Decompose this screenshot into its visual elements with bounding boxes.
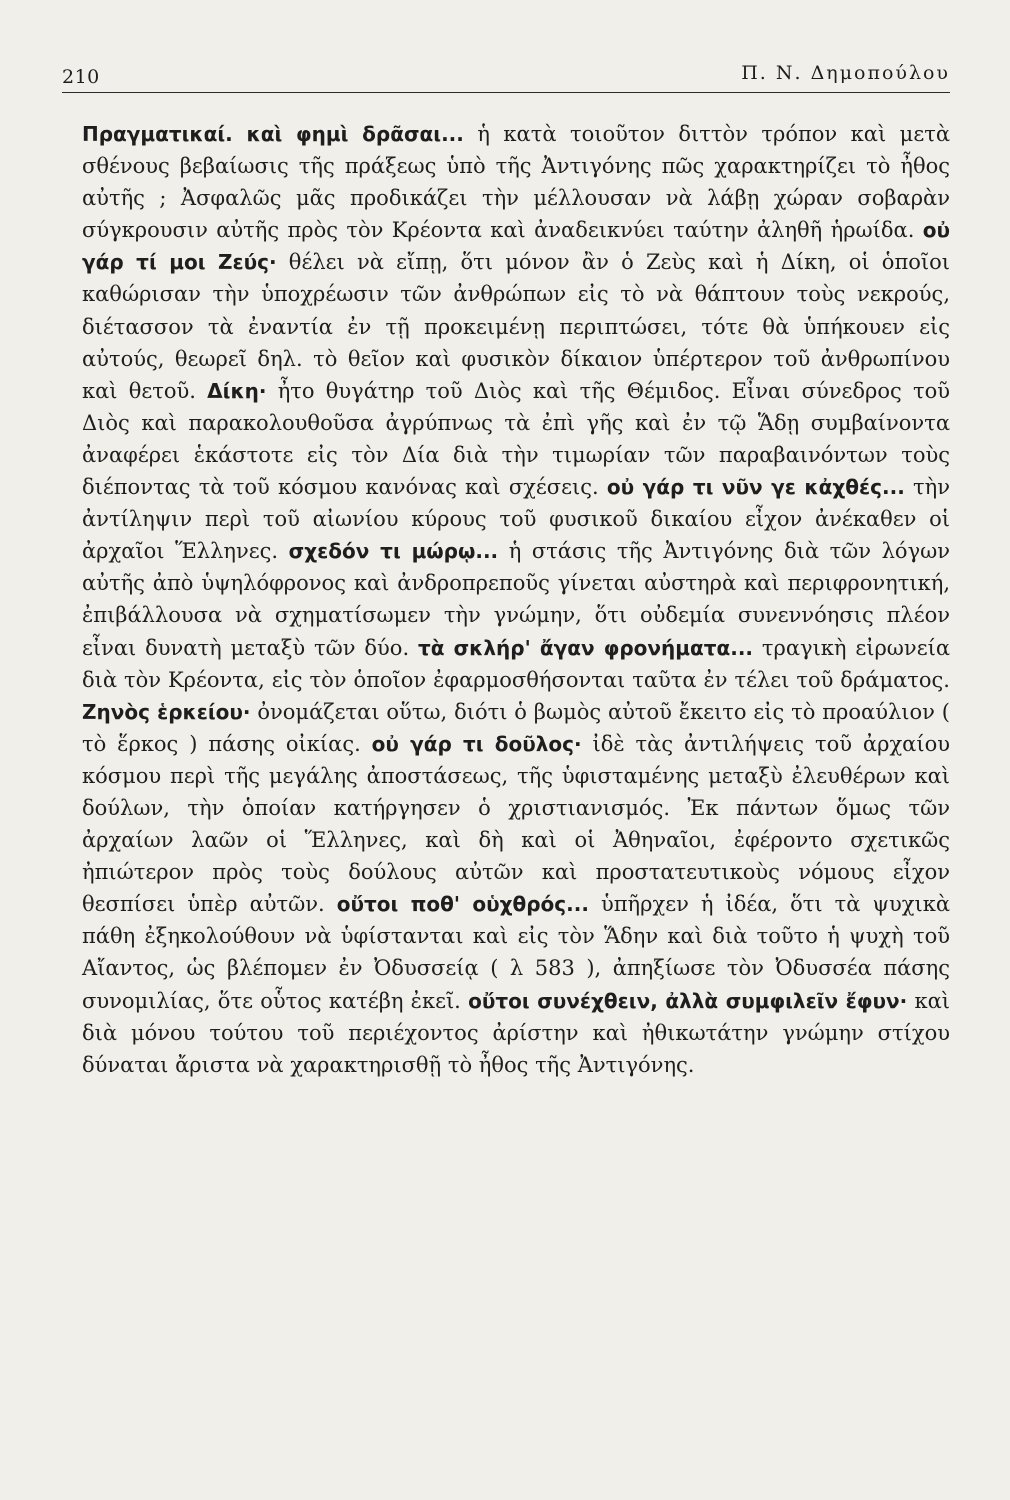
- header-rule: [62, 92, 950, 93]
- lemma: τὰ σκλήρ' ἄγαν φρονήματα...: [417, 635, 754, 660]
- commentary-note: ἡ στάσις τῆς Ἀντιγόνης διὰ τῶν λόγων αὐτῆς ἀπὸ ὑψηλόφρονος καὶ ἀνδροπρεποῦς γίνεται αὐστηρὰ καὶ περιφρονητική, ἐπιβάλλουσα νὰ σχηματίσωμεν τὴν γνώμην, ὅτι οὐδεμία συνεννόησις πλέον εἶναι δυνατὴ μεταξὺ τῶν δύο.: [82, 539, 951, 660]
- commentary-note: ὑπῆρχεν ἡ ἰδέα, ὅτι τὰ ψυχικὰ πάθη ἐξηκολούθουν νὰ ὑφίστανται καὶ εἰς τὸν Ἅδην καὶ διὰ τοῦτο ἡ ψυχὴ τοῦ Αἴαντος, ὡς βλέπομεν ἐν Ὀδυσσείᾳ ( λ 583 ), ἀπηξίωσε τὸν Ὀδυσσέα πάσης συνομιλίας, ὅτε οὗτος κατέβη ἐκεῖ.: [82, 892, 950, 1013]
- lemma: Ζηνὸς ἑρκείου·: [82, 699, 251, 724]
- lemma: Δίκη·: [207, 378, 267, 403]
- running-head-author: Π. Ν. Δημοπούλου: [741, 62, 950, 84]
- commentary-note: ὀνομάζεται οὕτω, διότι ὁ βωμὸς αὐτοῦ ἔκειτο εἰς τὸ προαύλιον ( τὸ ἕρκος ) πάσης οἰκίας.: [82, 699, 950, 756]
- lemma: οὐ γάρ τί μοι Ζεύς·: [82, 218, 950, 275]
- lemma: οὐ γάρ τι νῦν γε κἀχθές...: [606, 475, 905, 500]
- lemma: οὐ γάρ τι δοῦλος·: [371, 731, 582, 756]
- lemma: σχεδόν τι μώρῳ...: [288, 539, 499, 564]
- lemma: Πραγματικαί. καὶ φημὶ δρᾶσαι...: [82, 122, 464, 146]
- commentary-note: τὴν ἀντίληψιν περὶ τοῦ αἰωνίου κύρους τοῦ φυσικοῦ δικαίου εἶχον ἀνέκαθεν οἱ ἀρχαῖοι Ἕλληνες.: [82, 475, 951, 564]
- lemma: οὔτοι συνέχθειν, ἀλλὰ συμφιλεῖν ἔφυν·: [468, 988, 908, 1013]
- commentary-note: θέλει νὰ εἴπῃ, ὅτι μόνον ἂν ὁ Ζεὺς καὶ ἡ Δίκη, οἱ ὁποῖοι καθώρισαν τὴν ὑποχρέωσιν τῶν ἀνθρώπων εἰς τὸ νὰ θάπτουν τοὺς νεκρούς, διέτασσον τὰ ἐναντία ἐν τῇ προκειμένῃ περιπτώσει, τότε θὰ ὑπήκουεν εἰς αὐτούς, θεωρεῖ δηλ. τὸ θεῖον καὶ φυσικὸν δίκαιον ὑπέρτερον τοῦ ἀνθρωπίνου καὶ θετοῦ.: [82, 250, 950, 403]
- commentary-note: καὶ διὰ μόνου τούτου τοῦ περιέχοντος ἀρίστην καὶ ἠθικωτάτην γνώμην στίχου δύναται ἄριστα νὰ χαρακτηρισθῇ τὸ ἦθος τῆς Ἀντιγόνης.: [82, 988, 950, 1077]
- commentary-note: ἦτο θυγάτηρ τοῦ Διὸς καὶ τῆς Θέμιδος. Εἶναι σύνεδρος τοῦ Διὸς καὶ παρακολουθοῦσα ἀγρύπνως τὰ ἐπὶ γῆς καὶ ἐν τῷ Ἅδῃ συμβαίνοντα ἀναφέρει ἑκάστοτε εἰς τὸν Δία διὰ τὴν τιμωρίαν τῶν παραβαινόντων τοὺς διέποντας τὰ τοῦ κόσμου κανόνας καὶ σχέσεις.: [82, 378, 950, 500]
- page-header: [62, 52, 950, 92]
- commentary-note: ἡ κατὰ τοιοῦτον διττὸν τρόπον καὶ μετὰ σθένους βεβαίωσις τῆς πράξεως ὑπὸ τῆς Ἀντιγόνης πῶς χαρακτηρίζει τὸ ἦθος αὐτῆς ; Ἀσφαλῶς μᾶς προδικάζει τὴν μέλλουσαν νὰ λάβῃ χώραν σοβαρὰν σύγκρουσιν αὐτῆς πρὸς τὸν Κρέοντα καὶ ἀναδεικνύει ταύτην ἀληθῆ ἡρωίδα.: [82, 122, 950, 243]
- commentary-text: [82, 118, 950, 1081]
- page-number: 210: [62, 66, 100, 88]
- commentary-note: ἰδὲ τὰς ἀντιλήψεις τοῦ ἀρχαίου κόσμου περὶ τῆς μεγάλης ἀποστάσεως, τῆς ὑφισταμένης μεταξὺ ἐλευθέρων καὶ δούλων, τὴν ὁποίαν κατήργησεν ὁ χριστιανισμός. Ἐκ πάντων ὅμως τῶν ἀρχαίων λαῶν οἱ Ἕλληνες, καὶ δὴ καὶ οἱ Ἀθηναῖοι, ἐφέροντο σχετικῶς ἠπιώτερον πρὸς τοὺς δούλους αὐτῶν καὶ προστατευτικοὺς νόμους εἶχον θεσπίσει ὑπὲρ αὐτῶν.: [82, 731, 950, 917]
- commentary-paragraph: [82, 118, 950, 1081]
- commentary-note: τραγικὴ εἰρωνεία διὰ τὸν Κρέοντα, εἰς τὸν ὁποῖον ἐφαρμοσθήσονται ταῦτα ἐν τέλει τοῦ δράματος.: [82, 635, 950, 692]
- lemma: οὔτοι ποθ' οὑχθρός...: [336, 892, 589, 917]
